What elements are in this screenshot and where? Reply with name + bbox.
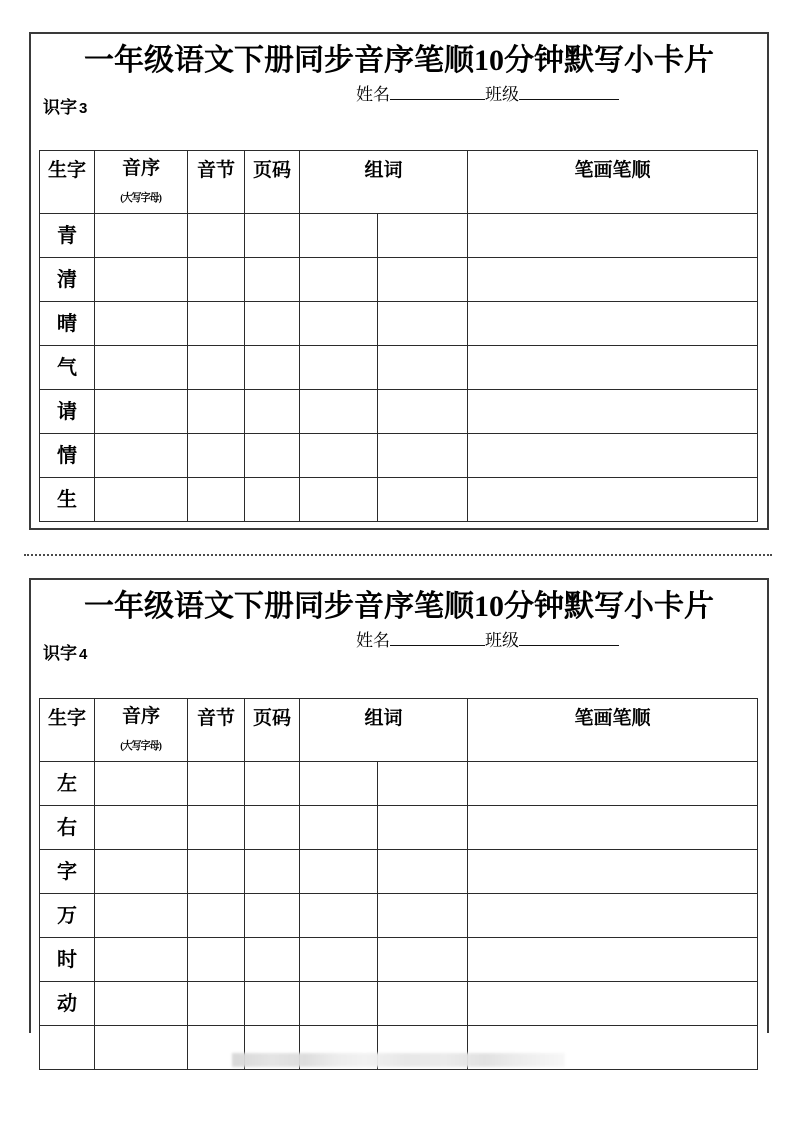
cell-yema[interactable] xyxy=(245,214,300,258)
cell-yinjie[interactable] xyxy=(188,434,245,478)
cell-yinxu[interactable] xyxy=(95,762,188,806)
header-cell-yinxu xyxy=(95,151,188,214)
header-cell-char: 生字 xyxy=(40,151,95,214)
cell-yinjie[interactable] xyxy=(188,478,245,522)
cell-yema[interactable] xyxy=(245,850,300,894)
cell-yema[interactable] xyxy=(245,302,300,346)
cell-bihua[interactable] xyxy=(468,850,758,894)
cell-zuci-b[interactable] xyxy=(378,762,468,806)
cell-yinjie[interactable] xyxy=(188,258,245,302)
cell-char: 字 xyxy=(40,850,95,894)
cell-yinxu[interactable] xyxy=(95,214,188,258)
cell-zuci-b[interactable] xyxy=(378,806,468,850)
cell-zuci-a[interactable] xyxy=(300,982,378,1026)
class-label: 班级 xyxy=(485,85,519,104)
cell-char: 气 xyxy=(40,346,95,390)
cell-zuci-a[interactable] xyxy=(300,850,378,894)
cell-zuci-a[interactable] xyxy=(300,214,378,258)
cell-yinjie[interactable] xyxy=(188,806,245,850)
cell-zuci-b[interactable] xyxy=(378,850,468,894)
page-title-2: 一年级语文下册同步音序笔顺10分钟默写小卡片 xyxy=(84,590,714,623)
lesson-label-text: 识字 xyxy=(43,98,77,117)
table-row xyxy=(40,806,758,850)
cell-yinxu[interactable] xyxy=(95,434,188,478)
cell-bihua[interactable] xyxy=(468,302,758,346)
table-header-row xyxy=(40,151,758,214)
cell-char: 青 xyxy=(40,214,95,258)
name-blank-field[interactable] xyxy=(390,84,485,100)
header-yinxu-sub: (大写字母) xyxy=(120,740,162,752)
name-label: 姓名 xyxy=(356,85,390,104)
table-row xyxy=(40,346,758,390)
redacted-watermark-bar xyxy=(232,1053,565,1067)
page-title: 一年级语文下册同步音序笔顺10分钟默写小卡片 xyxy=(84,44,714,77)
cell-char: 情 xyxy=(40,434,95,478)
cell-zuci-a[interactable] xyxy=(300,478,378,522)
cell-char: 晴 xyxy=(40,302,95,346)
cell-yinjie[interactable] xyxy=(188,762,245,806)
cell-char: 万 xyxy=(40,894,95,938)
cell-yinjie[interactable] xyxy=(188,982,245,1026)
cell-bihua[interactable] xyxy=(468,214,758,258)
table-row xyxy=(40,302,758,346)
cell-yema[interactable] xyxy=(245,434,300,478)
cell-yema[interactable] xyxy=(245,478,300,522)
cell-char: 动 xyxy=(40,982,95,1026)
cell-yema[interactable] xyxy=(245,982,300,1026)
cell-bihua[interactable] xyxy=(468,762,758,806)
cell-bihua[interactable] xyxy=(468,894,758,938)
cell-char: 请 xyxy=(40,390,95,434)
class-blank-field[interactable] xyxy=(519,84,619,100)
cell-zuci-a[interactable] xyxy=(300,762,378,806)
lesson-number: 4 xyxy=(79,646,88,663)
cell-bihua[interactable] xyxy=(468,434,758,478)
table-row xyxy=(40,390,758,434)
cell-yinjie[interactable] xyxy=(188,346,245,390)
cell-yinxu[interactable] xyxy=(95,938,188,982)
cell-zuci-b[interactable] xyxy=(378,478,468,522)
header-cell-bihua: 笔画笔顺 xyxy=(468,151,758,214)
cell-zuci-a[interactable] xyxy=(300,894,378,938)
cell-yinxu[interactable] xyxy=(95,1026,188,1070)
lesson-number: 3 xyxy=(79,100,88,117)
table-row xyxy=(40,258,758,302)
header-yinxu-main: 音序 xyxy=(121,706,160,727)
header-yinxu-sub: (大写字母) xyxy=(120,192,162,204)
card-meta-row-1 xyxy=(31,82,767,122)
cell-yema[interactable] xyxy=(245,806,300,850)
cell-zuci-b[interactable] xyxy=(378,434,468,478)
table-header-row xyxy=(40,699,758,762)
cell-zuci-a[interactable] xyxy=(300,258,378,302)
cell-yinjie[interactable] xyxy=(188,938,245,982)
worksheet-card-1 xyxy=(29,32,769,530)
cell-yinjie[interactable] xyxy=(188,390,245,434)
cell-zuci-a[interactable] xyxy=(300,806,378,850)
cell-yema[interactable] xyxy=(245,938,300,982)
cell-yinxu[interactable] xyxy=(95,302,188,346)
header-cell-yinxu xyxy=(95,699,188,762)
header-cell-yema: 页码 xyxy=(245,151,300,214)
table-row xyxy=(40,894,758,938)
cell-char: 清 xyxy=(40,258,95,302)
lesson-label-text: 识字 xyxy=(43,644,77,663)
header-cell-yinjie: 音节 xyxy=(188,699,245,762)
cell-zuci-b[interactable] xyxy=(378,346,468,390)
cell-yinxu[interactable] xyxy=(95,346,188,390)
cell-char: 时 xyxy=(40,938,95,982)
cell-yema[interactable] xyxy=(245,762,300,806)
table-body-2 xyxy=(40,762,758,1070)
cell-zuci-b[interactable] xyxy=(378,982,468,1026)
cell-yinxu[interactable] xyxy=(95,806,188,850)
cell-yema[interactable] xyxy=(245,894,300,938)
cell-yinjie[interactable] xyxy=(188,302,245,346)
header-cell-zuci: 组词 xyxy=(300,699,468,762)
table-row xyxy=(40,850,758,894)
class-label: 班级 xyxy=(485,631,519,650)
cell-bihua[interactable] xyxy=(468,390,758,434)
cell-bihua[interactable] xyxy=(468,478,758,522)
cell-yinxu[interactable] xyxy=(95,982,188,1026)
cell-yinjie[interactable] xyxy=(188,850,245,894)
name-blank-field[interactable] xyxy=(390,630,485,646)
cell-yinjie[interactable] xyxy=(188,214,245,258)
lesson-label-2 xyxy=(43,644,87,665)
card-meta-row-2 xyxy=(31,628,767,668)
cell-char: 右 xyxy=(40,806,95,850)
cell-yema[interactable] xyxy=(245,346,300,390)
cell-zuci-b[interactable] xyxy=(378,894,468,938)
table-row xyxy=(40,938,758,982)
cell-bihua[interactable] xyxy=(468,346,758,390)
header-cell-yinjie: 音节 xyxy=(188,151,245,214)
header-cell-zuci: 组词 xyxy=(300,151,468,214)
cell-zuci-a[interactable] xyxy=(300,938,378,982)
header-yinxu-main: 音序 xyxy=(121,158,160,179)
worksheet-card-2 xyxy=(29,578,769,1033)
cell-bihua[interactable] xyxy=(468,982,758,1026)
cell-yema[interactable] xyxy=(245,390,300,434)
cell-zuci-b[interactable] xyxy=(378,938,468,982)
cell-bihua[interactable] xyxy=(468,258,758,302)
table-row xyxy=(40,762,758,806)
cell-bihua[interactable] xyxy=(468,806,758,850)
cell-zuci-a[interactable] xyxy=(300,302,378,346)
table-row xyxy=(40,982,758,1026)
lesson-label-1 xyxy=(43,98,87,119)
cell-zuci-b[interactable] xyxy=(378,390,468,434)
cell-yema[interactable] xyxy=(245,258,300,302)
cell-yinxu[interactable] xyxy=(95,258,188,302)
table-row xyxy=(40,214,758,258)
cell-char: 生 xyxy=(40,478,95,522)
name-class-line-2 xyxy=(356,630,619,652)
name-class-line-1 xyxy=(356,84,619,106)
cell-yinjie[interactable] xyxy=(188,894,245,938)
cell-zuci-b[interactable] xyxy=(378,302,468,346)
name-label: 姓名 xyxy=(356,631,390,650)
cell-zuci-b[interactable] xyxy=(378,258,468,302)
worksheet-table-2 xyxy=(39,698,758,1070)
cell-char: 左 xyxy=(40,762,95,806)
header-cell-yema: 页码 xyxy=(245,699,300,762)
cell-char xyxy=(40,1026,95,1070)
cell-yinxu[interactable] xyxy=(95,390,188,434)
cell-zuci-a[interactable] xyxy=(300,390,378,434)
header-cell-bihua: 笔画笔顺 xyxy=(468,699,758,762)
table-row xyxy=(40,434,758,478)
header-cell-char: 生字 xyxy=(40,699,95,762)
cell-yinxu[interactable] xyxy=(95,894,188,938)
cell-zuci-a[interactable] xyxy=(300,434,378,478)
table-row xyxy=(40,478,758,522)
table-body-1 xyxy=(40,214,758,522)
worksheet-table-1 xyxy=(39,150,758,522)
cut-separator-line xyxy=(24,554,772,556)
cell-bihua[interactable] xyxy=(468,938,758,982)
cell-yinxu[interactable] xyxy=(95,478,188,522)
cell-yinxu[interactable] xyxy=(95,850,188,894)
cell-zuci-b[interactable] xyxy=(378,214,468,258)
cell-zuci-a[interactable] xyxy=(300,346,378,390)
class-blank-field[interactable] xyxy=(519,630,619,646)
